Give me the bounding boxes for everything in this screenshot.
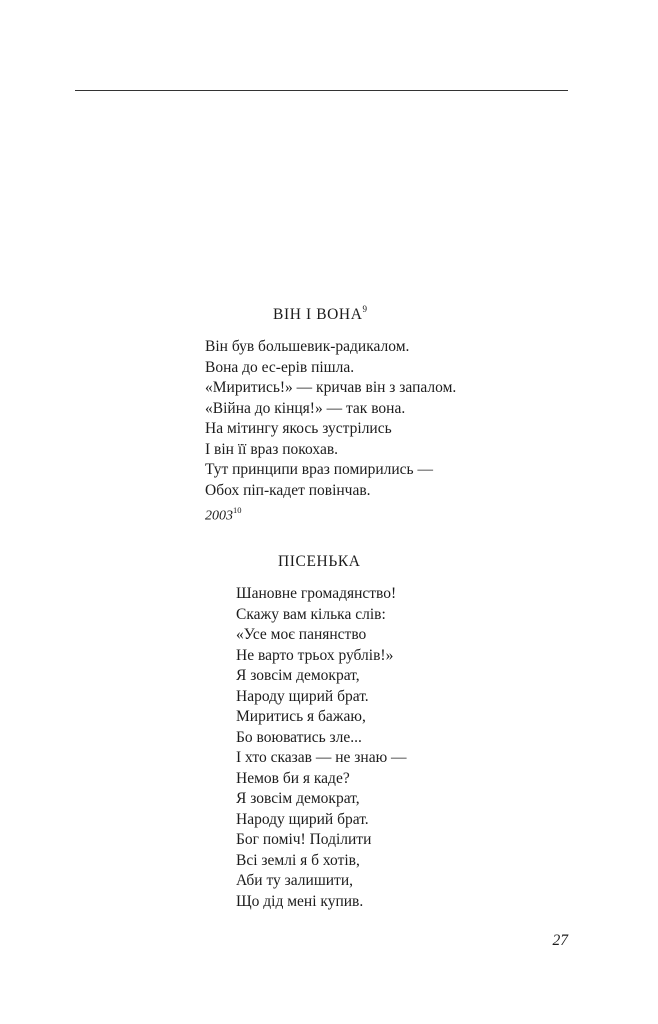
poem-line: «Усе моє панянство: [236, 626, 367, 643]
poem-line: Народу щирий брат.: [236, 810, 369, 828]
poem-line: Бо воюватись зле...: [236, 728, 362, 746]
poem-line: Шановне громадянство!: [236, 585, 397, 602]
poem-line: Вона до ес-ерів пішла.: [205, 358, 355, 376]
poem1-title: [273, 305, 367, 324]
poem-line: Немов би я каде?: [236, 769, 350, 787]
poem-line: Скажу вам кілька слів:: [236, 605, 386, 623]
poem1-date-footnote: 10: [233, 505, 242, 515]
page-number: 27: [552, 932, 568, 949]
poem1-title-text: ВІН І ВОНА: [273, 306, 363, 324]
poem-line: Всі землі я б хотів,: [236, 851, 360, 869]
poem-line: «Миритись!» — кричав він з запалом.: [205, 379, 457, 396]
poem-line: На мітингу якось зустрілись: [205, 420, 392, 437]
poem1-date-text: 2003: [205, 508, 233, 524]
poem1-title-footnote: 9: [362, 304, 368, 314]
poem2-body: [236, 584, 407, 912]
poem-line: Народу щирий брат.: [236, 687, 369, 705]
poem-line: Я зовсім демократ,: [236, 790, 360, 807]
poem-line: Бог поміч! Поділити: [236, 831, 372, 848]
poem-line: Миритись я бажаю,: [236, 708, 366, 725]
poem-line: Тут принципи враз помирились —: [205, 461, 433, 478]
poem-line: «Війна до кінця!» — так вона.: [205, 399, 406, 417]
header-rule: [75, 90, 568, 91]
poem-line: Обох піп-кадет повінчав.: [205, 481, 371, 499]
poem2-title-text: ПІСЕНЬКА: [278, 553, 361, 570]
poem-line: Що дід мені купив.: [236, 892, 364, 910]
poem-line: І він її враз покохав.: [205, 440, 339, 458]
poem-line: Я зовсім демократ,: [236, 667, 360, 684]
poem1-body: [205, 337, 456, 501]
poem1-date: [205, 506, 242, 525]
poem-line: Не варто трьох рублів!»: [236, 646, 394, 664]
poem2-title: [278, 553, 361, 571]
poem-line: І хто сказав — не знаю —: [236, 749, 407, 766]
poem-line: Аби ту залишити,: [236, 872, 353, 889]
poem-line: Він був большевик-радикалом.: [205, 338, 410, 355]
